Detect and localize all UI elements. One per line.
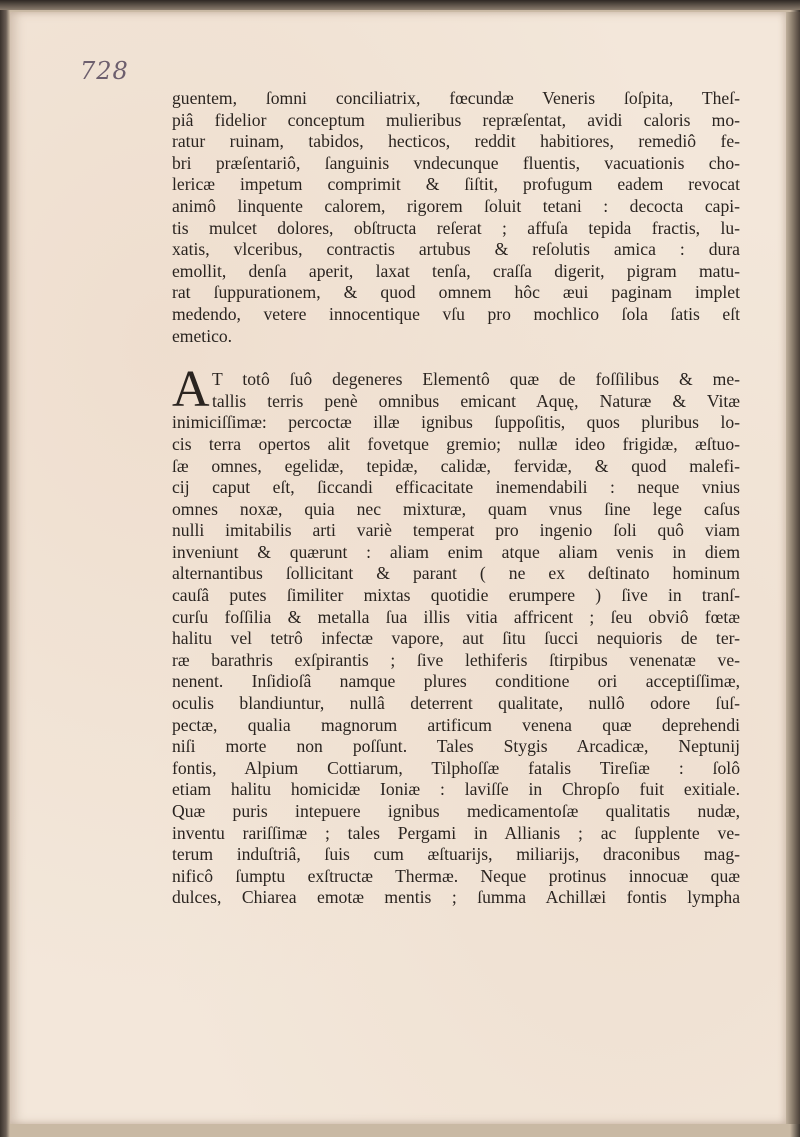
text-line: ſæ omnes, egelidæ, tepidæ, calidæ, fervidæ, & quod malefi- (172, 455, 740, 476)
book-top-edge (0, 0, 800, 10)
text-line: emollit, denſa aperit, laxat tenſa, craſſa digerit, pigram matu- (172, 260, 740, 281)
text-line: terum induſtriâ, ſuis cum æſtuarijs, miliarijs, draconibus mag- (172, 844, 740, 865)
text-line: cauſâ putes ſimiliter mixtas quotidie erumpere ) ſive in tranſ- (172, 585, 740, 606)
text-line: inventu rariſſimæ ; tales Pergami in Allianis ; ac ſupplente ve- (172, 822, 740, 843)
text-line: halitu vel tetrô infectæ vapore, aut ſitu ſucci nequioris de ter- (172, 628, 740, 649)
handwritten-page-number: 728 (80, 57, 129, 85)
body-text (172, 88, 740, 909)
paragraph-gap (172, 347, 740, 369)
text-line: niſi morte non poſſunt. Tales Stygis Arcadicæ, Neptunij (172, 736, 740, 757)
text-line: Quæ puris intepuere ignibus medicamentoſæ qualitatis nudæ, (172, 801, 740, 821)
text-line: medendo, vetere innocentique vſu pro mochlico ſola ſatis eſt (172, 303, 740, 324)
text-line: inimiciſſimæ: percoctæ illæ ignibus ſuppoſitis, quos pluribus lo- (172, 412, 740, 433)
text-line: dulces, Chiarea emotæ mentis ; ſumma Achillæi fontis lympha (172, 887, 740, 908)
page-fore-edge (786, 12, 800, 1124)
text-line: omnes noxæ, quia nec mixturæ, quam vnus ſine lege caſus (172, 498, 740, 519)
text-line: nulli imitabilis arti variè temperat pro ingenio ſoli quô viam (172, 520, 740, 541)
paragraph-2 (172, 361, 740, 909)
text-line: oculis blandiuntur, nullâ deterrent qualitate, nullô odore ſuſ- (172, 693, 740, 714)
text-line: ratur ruinam, tabidos, hecticos, reddit habitiores, remediô fe- (172, 131, 740, 152)
text-line: curſu foſſilia & metalla ſua illis vitia affricent ; ſeu obviô fœtæ (172, 606, 740, 627)
text-line: emetico. (172, 325, 233, 346)
text-line: rat ſuppurationem, & quod omnem hôc æui paginam implet (172, 282, 740, 303)
text-line: nificô ſumptu exſtructæ Thermæ. Neque protinus innocuæ quæ (172, 865, 740, 886)
text-line: xatis, vlceribus, contractis artubus & reſolutis amica : dura (172, 239, 740, 260)
text-line: alternantibus ſollicitant & parant ( ne ex deſtinato hominum (172, 563, 740, 584)
text-line: fontis, Alpium Cottiarum, Tilphoſſæ fatalis Tireſiæ : ſolô (172, 757, 740, 778)
text-line: tis mulcet dolores, obſtructa reſerat ; affuſa tepida fractis, lu- (172, 217, 740, 238)
text-line: ræ barathris exſpirantis ; ſive lethiferis ſtirpibus venenatæ ve- (172, 649, 740, 670)
text-line: pectæ, qualia magnorum artificum venena quæ deprehendi (172, 714, 740, 735)
text-line: cis terra opertos alit fovetque gremio; nullæ ideo frigidæ, æſtuo- (172, 433, 740, 454)
text-line: nenent. Inſidioſâ namque plures conditione ori acceptiſſimæ, (172, 671, 740, 692)
text-line: cij caput eſt, ſiccandi efficacitate inemendabili : neque vnius (172, 477, 740, 498)
paragraph-1 (172, 88, 740, 347)
text-line: lericæ impetum comprimit & ſiſtit, profugum eadem revocat (172, 174, 740, 195)
text-line: bri præſentariô, ſanguinis vndecunque fluentis, vacuationis cho- (172, 152, 740, 173)
text-line: animô linquente calorem, rigorem ſoluit tetani : decocta capi- (172, 195, 740, 216)
text-line: inveniunt & quærunt : aliam enim atque aliam venis in diem (172, 541, 740, 562)
text-line: guentem, ſomni conciliatrix, fœcundæ Veneris ſoſpita, Theſ- (172, 88, 740, 108)
text-line: tallis terris penè omnibus emicant Aquę, Naturæ & Vitæ (212, 390, 740, 411)
text-line: piâ fidelior conceptum mulieribus repræſentat, avidi caloris mo- (172, 109, 740, 130)
text-line: T totô ſuô degeneres Elementô quæ de foſſilibus & me- (212, 369, 740, 390)
text-line: etiam halitu homicidæ Ioniæ : laviſſe in Chropſo fuit exitiale. (172, 779, 740, 800)
drop-capital: A (172, 361, 210, 419)
